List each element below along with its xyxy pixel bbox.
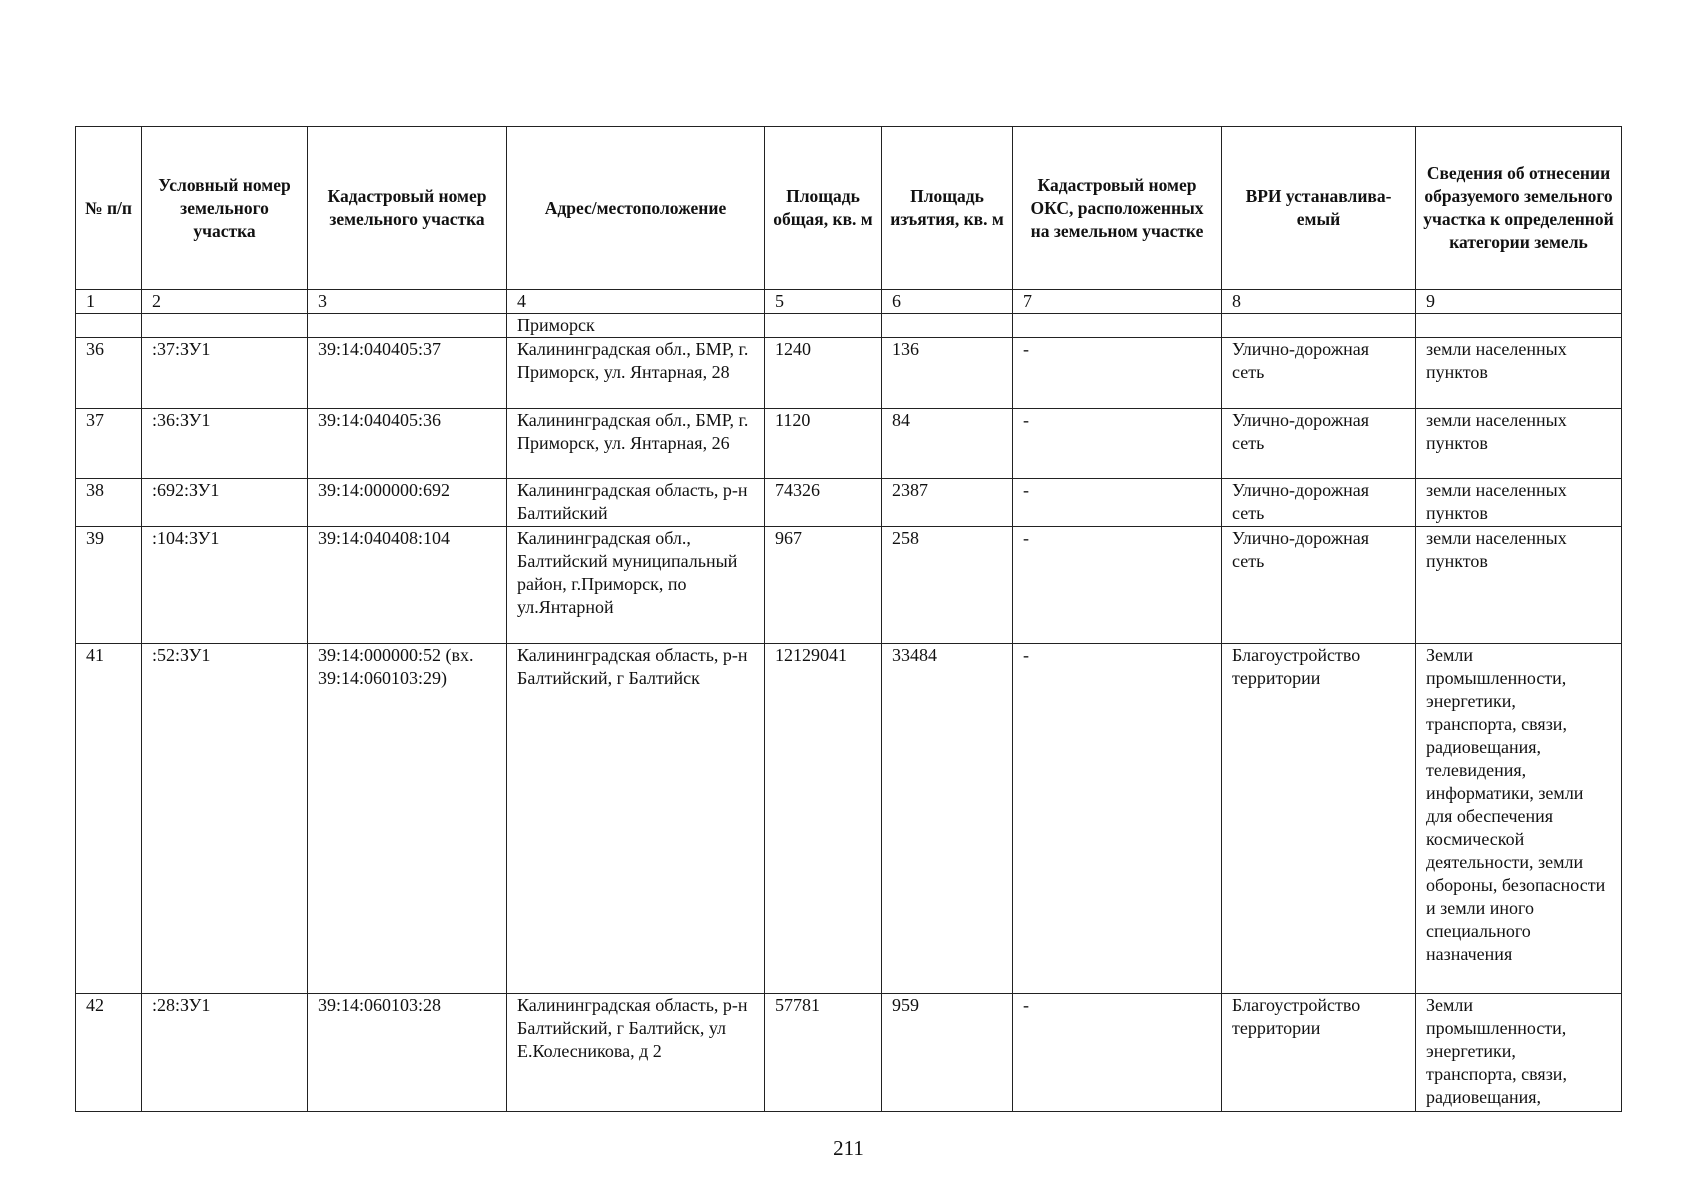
table-row <box>76 994 1622 1112</box>
empty-cell <box>882 314 1013 338</box>
table-row <box>76 644 1622 994</box>
cell-vri: Улично-дорожная сеть <box>1222 479 1416 527</box>
cell-num: 41 <box>76 644 142 994</box>
empty-cell <box>1416 314 1622 338</box>
empty-cell <box>1013 314 1222 338</box>
cell-land-category: земли населенных пунктов <box>1416 338 1622 409</box>
header-cell-cadastral-number: Кадастровый номер земельного участка <box>308 127 507 290</box>
header-cell-area-total: Площадь общая, кв. м <box>765 127 882 290</box>
header-cell-vri: ВРИ устанавлива-емый <box>1222 127 1416 290</box>
header-cell-area-taken: Площадь изъятия, кв. м <box>882 127 1013 290</box>
cell-area-total: 12129041 <box>765 644 882 994</box>
cell-cadastral-number: 39:14:040405:36 <box>308 409 507 479</box>
page-number: 211 <box>833 1136 864 1160</box>
cell-area-taken: 136 <box>882 338 1013 409</box>
cell-area-taken: 33484 <box>882 644 1013 994</box>
section-label: Приморск <box>507 314 765 338</box>
header-cell-land-category: Сведения об отнесении образуемого земельного участка к определенной категории земель <box>1416 127 1622 290</box>
cell-conditional-number: :28:ЗУ1 <box>142 994 308 1112</box>
cell-area-taken: 258 <box>882 527 1013 644</box>
cell-oks-number: - <box>1013 409 1222 479</box>
cell-area-total: 57781 <box>765 994 882 1112</box>
cell-cadastral-number: 39:14:060103:28 <box>308 994 507 1112</box>
cell-area-taken: 84 <box>882 409 1013 479</box>
cell-area-total: 74326 <box>765 479 882 527</box>
header-cell-conditional-number: Условный номер земельного участка <box>142 127 308 290</box>
cell-oks-number: - <box>1013 479 1222 527</box>
cell-conditional-number: :692:ЗУ1 <box>142 479 308 527</box>
cell-area-total: 967 <box>765 527 882 644</box>
cell-address: Калининградская область, р-н Балтийский <box>507 479 765 527</box>
cell-address: Калининградская область, р-н Балтийский, г Балтийск, ул Е.Колесникова, д 2 <box>507 994 765 1112</box>
section-row <box>76 314 1622 338</box>
cell-address: Калининградская обл., БМР, г. Приморск, ул. Янтарная, 28 <box>507 338 765 409</box>
cell-vri: Улично-дорожная сеть <box>1222 338 1416 409</box>
cell-vri: Благоустройство территории <box>1222 644 1416 994</box>
cell-address: Калининградская обл., БМР, г. Приморск, ул. Янтарная, 26 <box>507 409 765 479</box>
cell-conditional-number: :52:ЗУ1 <box>142 644 308 994</box>
column-number: 6 <box>882 290 1013 314</box>
cell-num: 42 <box>76 994 142 1112</box>
cell-vri: Улично-дорожная сеть <box>1222 527 1416 644</box>
table-header-row <box>76 127 1622 290</box>
cell-oks-number: - <box>1013 644 1222 994</box>
cell-area-taken: 2387 <box>882 479 1013 527</box>
column-number: 7 <box>1013 290 1222 314</box>
column-number-row <box>76 290 1622 314</box>
cell-land-category: земли населенных пунктов <box>1416 479 1622 527</box>
column-number: 8 <box>1222 290 1416 314</box>
table-row <box>76 338 1622 409</box>
cell-num: 38 <box>76 479 142 527</box>
cell-land-category: Земли промышленности, энергетики, транспорта, связи, радиовещания, <box>1416 994 1622 1112</box>
table-row <box>76 409 1622 479</box>
column-number: 3 <box>308 290 507 314</box>
cell-cadastral-number: 39:14:000000:52 (вх. 39:14:060103:29) <box>308 644 507 994</box>
header-cell-address: Адрес/местоположение <box>507 127 765 290</box>
cell-conditional-number: :104:ЗУ1 <box>142 527 308 644</box>
empty-cell <box>142 314 308 338</box>
cell-conditional-number: :37:ЗУ1 <box>142 338 308 409</box>
cell-vri: Улично-дорожная сеть <box>1222 409 1416 479</box>
empty-cell <box>1222 314 1416 338</box>
cell-vri: Благоустройство территории <box>1222 994 1416 1112</box>
column-number: 5 <box>765 290 882 314</box>
cell-land-category: земли населенных пунктов <box>1416 409 1622 479</box>
header-cell-num: № п/п <box>76 127 142 290</box>
table-row <box>76 479 1622 527</box>
cell-oks-number: - <box>1013 994 1222 1112</box>
cell-land-category: Земли промышленности, энергетики, транспорта, связи, радиовещания, телевидения, информатики, земли для обеспечения космической деятельности, земли обороны, безопасности и земли иного специального назначения <box>1416 644 1622 994</box>
cell-cadastral-number: 39:14:040408:104 <box>308 527 507 644</box>
cell-land-category: земли населенных пунктов <box>1416 527 1622 644</box>
land-plots-table <box>75 126 1622 1112</box>
cell-address: Калининградская обл., Балтийский муниципальный район, г.Приморск, по ул.Янтарной <box>507 527 765 644</box>
cell-cadastral-number: 39:14:040405:37 <box>308 338 507 409</box>
column-number: 4 <box>507 290 765 314</box>
cell-address: Калининградская область, р-н Балтийский, г Балтийск <box>507 644 765 994</box>
empty-cell <box>76 314 142 338</box>
empty-cell <box>308 314 507 338</box>
column-number: 2 <box>142 290 308 314</box>
cell-num: 36 <box>76 338 142 409</box>
column-number: 1 <box>76 290 142 314</box>
header-cell-oks-number: Кадастровый номер ОКС, расположенных на земельном участке <box>1013 127 1222 290</box>
cell-num: 37 <box>76 409 142 479</box>
cell-area-total: 1120 <box>765 409 882 479</box>
cell-oks-number: - <box>1013 338 1222 409</box>
cell-conditional-number: :36:ЗУ1 <box>142 409 308 479</box>
table-row <box>76 527 1622 644</box>
cell-cadastral-number: 39:14:000000:692 <box>308 479 507 527</box>
cell-num: 39 <box>76 527 142 644</box>
empty-cell <box>765 314 882 338</box>
cell-area-total: 1240 <box>765 338 882 409</box>
cell-oks-number: - <box>1013 527 1222 644</box>
cell-area-taken: 959 <box>882 994 1013 1112</box>
column-number: 9 <box>1416 290 1622 314</box>
